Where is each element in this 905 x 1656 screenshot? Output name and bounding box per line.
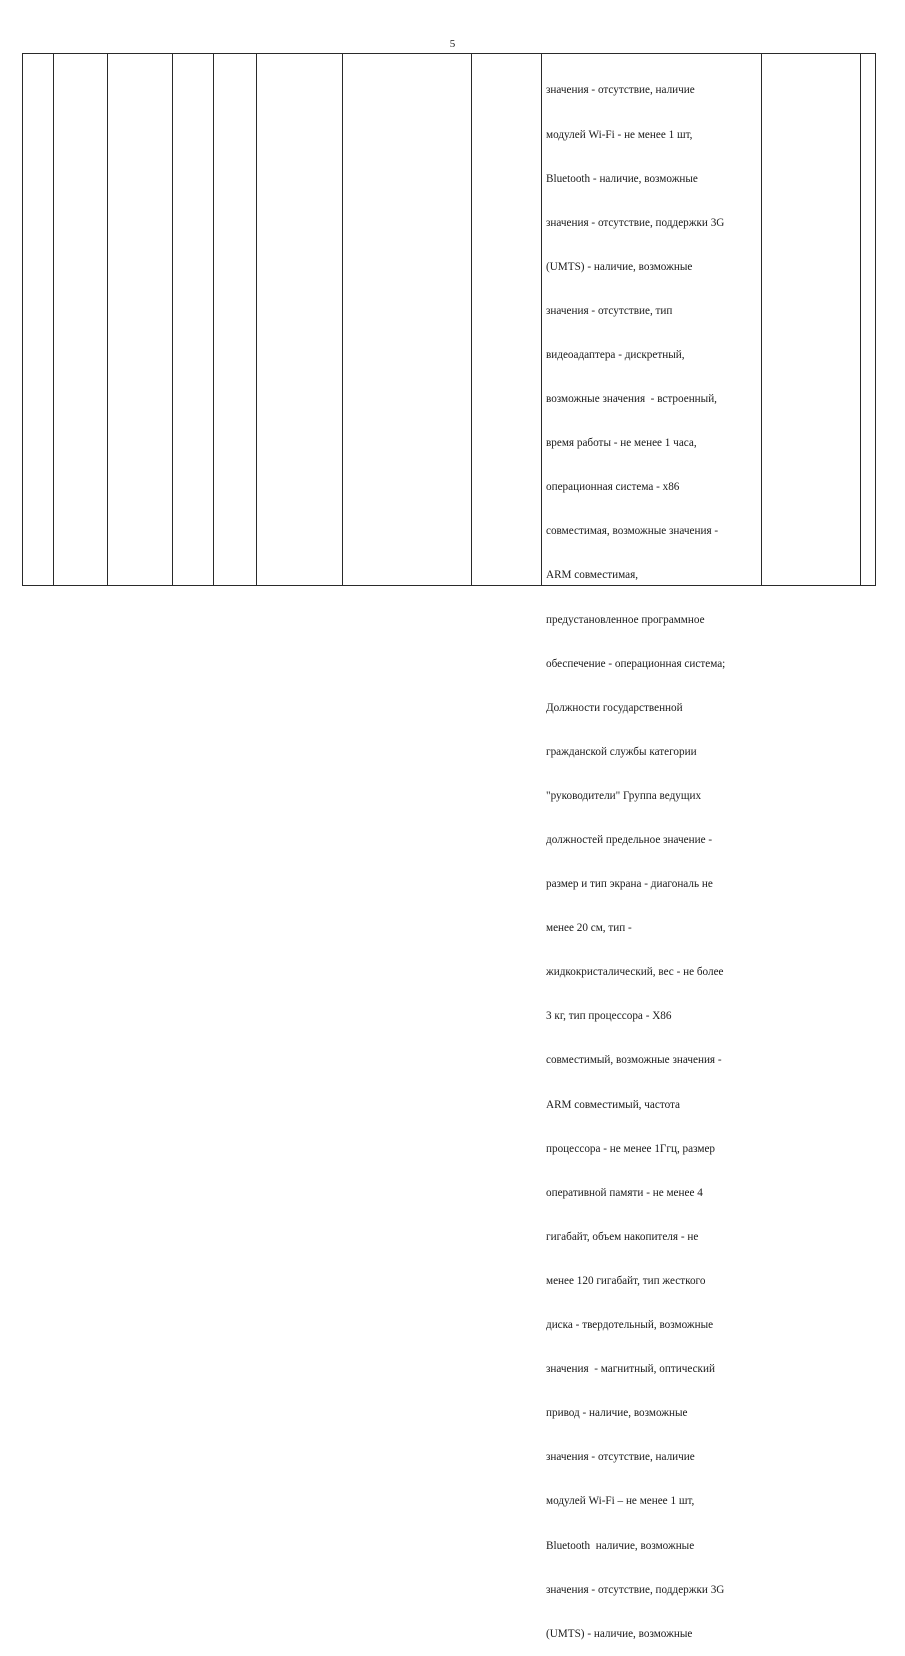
spec-line: (UMTS) - наличие, возможные [546, 260, 693, 273]
spec-line: значения - отсутствие, тип [546, 304, 673, 317]
spec-line: должностей предельное значение - [546, 834, 713, 846]
column-divider-1 [53, 53, 54, 586]
page-number: 5 [449, 38, 456, 50]
spec-line: 3 кг, тип процессора - Х86 [546, 1010, 672, 1023]
spec-line: значения - отсутствие, поддержки 3G [546, 1583, 725, 1596]
spec-line: диска - твердотельный, возможные [546, 1319, 714, 1332]
spec-line: "руководители" Группа ведущих [546, 789, 702, 802]
spec-line: гигабайт, объем накопителя - не [546, 1230, 699, 1243]
spec-line: Bluetooth - наличие, возможные [546, 172, 698, 185]
spec-line: совместимая, возможные значения - [546, 525, 719, 538]
spec-line: видеоадаптера - дискретный, [546, 348, 685, 361]
spec-line: ARM совместимый, частота [546, 1098, 681, 1111]
spec-line: (UMTS) - наличие, возможные [546, 1627, 693, 1640]
column-divider-9 [761, 53, 762, 586]
specification-cell [546, 54, 758, 1656]
spec-line: Должности государственной [546, 701, 683, 714]
spec-line: менее 20 см, тип - [546, 922, 632, 935]
spec-line: совместимый, возможные значения - [546, 1054, 722, 1067]
spec-line: время работы - не менее 1 часа, [546, 437, 697, 450]
column-divider-8 [541, 53, 542, 586]
column-divider-6 [342, 53, 343, 586]
column-divider-2 [107, 53, 108, 586]
spec-line: обеспечение - операционная система; [546, 657, 726, 670]
spec-line: значения - отсутствие, наличие [546, 84, 695, 97]
column-divider-7 [471, 53, 472, 586]
spec-line: оперативной памяти - не менее 4 [546, 1186, 703, 1199]
spec-line: привод - наличие, возможные [546, 1407, 688, 1420]
spec-line: значения - отсутствие, поддержки 3G [546, 216, 725, 229]
spec-line: значения - отсутствие, наличие [546, 1451, 695, 1464]
spec-line: предустановленное программное [546, 613, 705, 626]
spec-line: размер и тип экрана - диагональ не [546, 878, 713, 891]
spec-line: процессора - не менее 1Ггц, размер [546, 1142, 716, 1155]
spec-line: менее 120 гигабайт, тип жесткого [546, 1274, 706, 1287]
column-divider-5 [256, 53, 257, 586]
spec-line: операционная система - х86 [546, 481, 680, 494]
spec-line: ARM совместимая, [546, 569, 639, 582]
spec-line: модулей Wi-Fi - не менее 1 шт, [546, 128, 693, 141]
column-divider-4 [213, 53, 214, 586]
spec-line: модулей Wi-Fi – не менее 1 шт, [546, 1495, 695, 1508]
spec-line: гражданской службы категории [546, 745, 697, 758]
spec-line: значения - магнитный, оптический [546, 1363, 715, 1376]
column-divider-3 [172, 53, 173, 586]
spec-line: жидкокристалический, вес - не более [546, 966, 724, 979]
spec-line: возможные значения - встроенный, [546, 393, 717, 406]
column-divider-10 [860, 53, 861, 586]
spec-line: Bluetooth наличие, возможные [546, 1539, 695, 1552]
